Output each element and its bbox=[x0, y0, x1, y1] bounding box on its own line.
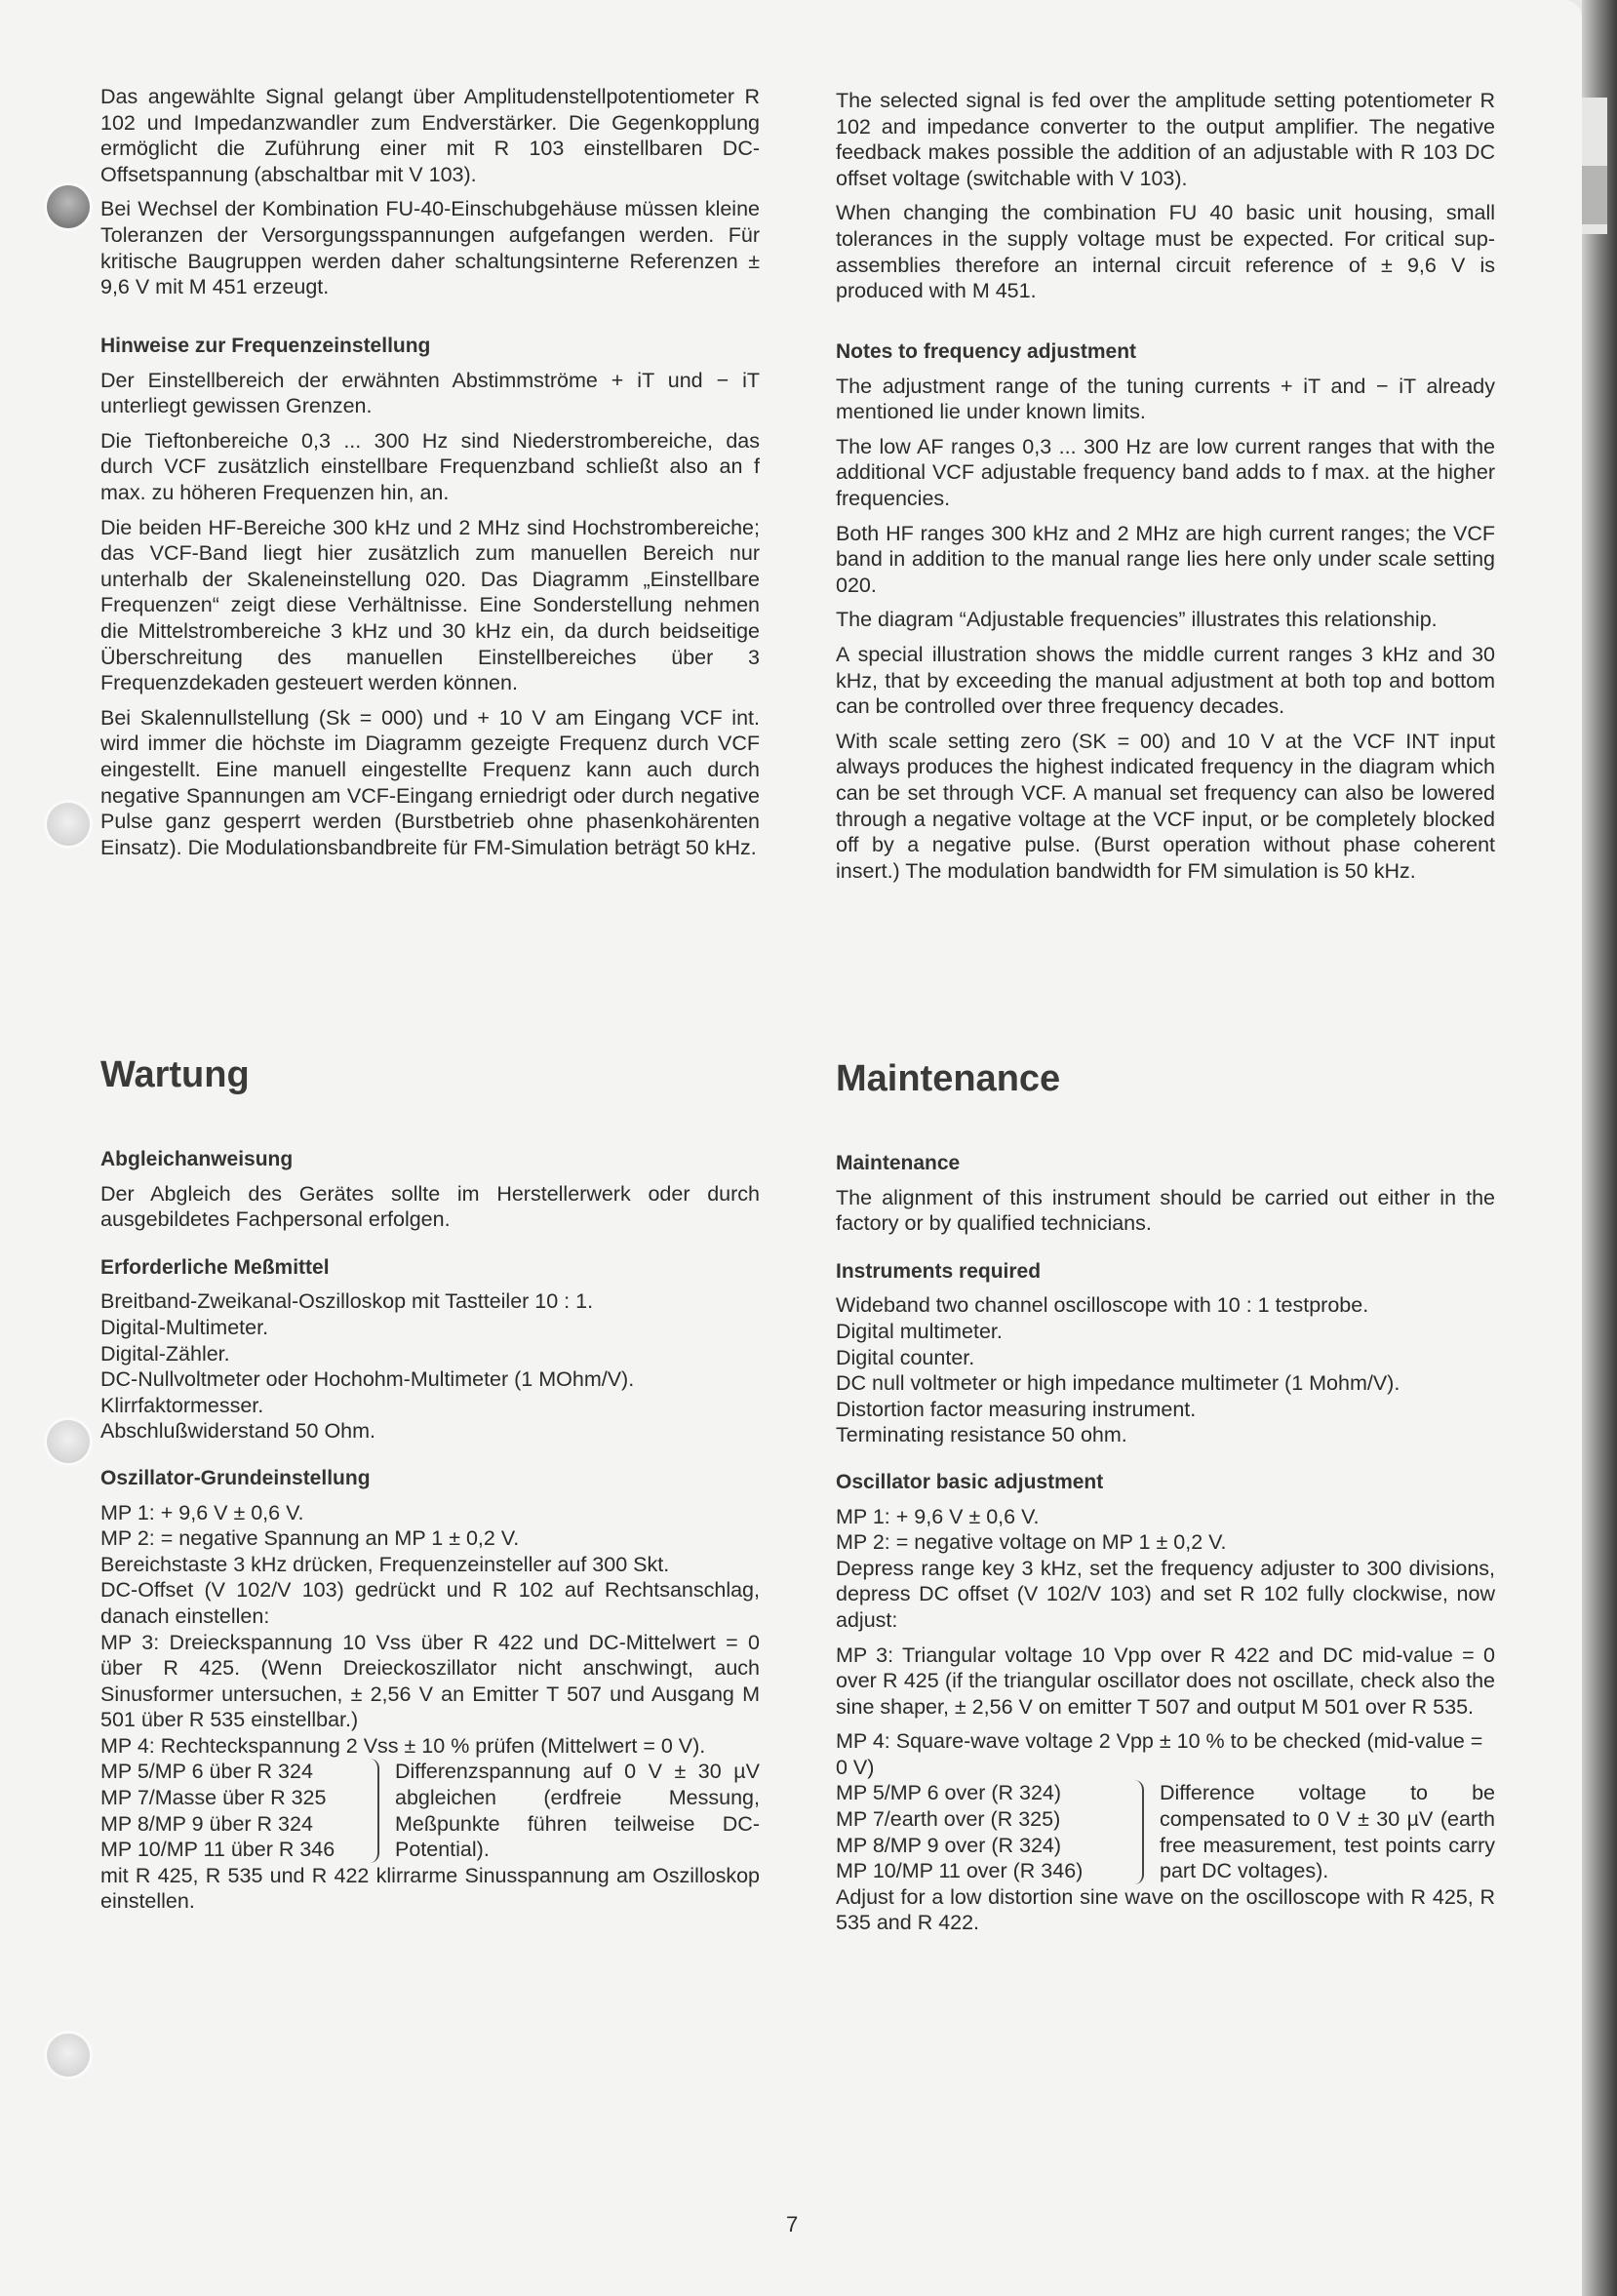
english-maintenance bbox=[836, 1057, 1495, 1945]
paragraph: The diagram “Adjustable frequencies” illustrates this relationship. bbox=[836, 608, 1438, 632]
list-item: Digital-Zähler. bbox=[100, 1341, 230, 1366]
list-item: Distortion factor measuring instrument. bbox=[836, 1397, 1197, 1421]
paragraph: Die beiden HF-Bereiche 300 kHz und 2 MHz sind Hochstrombereiche; das VCF-Band liegt hier zusätzlich zum manuellen Bereich nur unterhalb der Skaleneinstellung 020. Das Diagramm „Einstellbare Frequenzen“ zeigt diese Verhältnisse. Eine Sonderstellung nehmen die Mittelstrombereiche 3 kHz und 30 kHz ein, da durch beidseitige Überschreitung des manuellen Einstellbereiches über 3 Frequenzdekaden gesteuert werden können. bbox=[100, 515, 760, 695]
paragraph: The alignment of this instrument should be carried out either in the factory or by qualified technicians. bbox=[836, 1185, 1495, 1236]
list-item: Klirrfaktormesser. bbox=[100, 1393, 264, 1417]
punch-hole-icon bbox=[47, 2034, 90, 2077]
instrument-list bbox=[100, 1288, 760, 1445]
measurement-pair: MP 5/MP 6 über R 324 bbox=[100, 1760, 313, 1784]
step-line: MP 1: + 9,6 V ± 0,6 V. bbox=[100, 1500, 304, 1524]
step-line: MP 3: Triangular voltage 10 Vpp over R 422 and DC mid-value = 0 over R 425 (if the triangular oscillator does not oscillate, check also the sine shaper, ± 2,56 V on emitter T 507 and output M 501 over R 535. bbox=[836, 1643, 1495, 1719]
paragraph: The adjustment range of the tuning currents + iT and − iT already mentioned lie under known limits. bbox=[836, 374, 1495, 424]
step-line: Depress range key 3 kHz, set the frequency adjuster to 300 divisions, depress DC offset (V 102/V 103) and set R 102 fully clockwise, now adjust: bbox=[836, 1556, 1495, 1632]
page-section-title: Maintenance bbox=[836, 1058, 1061, 1099]
oscillator-steps bbox=[100, 1500, 760, 1916]
measurement-point-group bbox=[836, 1780, 1495, 1883]
list-item: Digital-Multimeter. bbox=[100, 1315, 269, 1339]
step-line: Bereichstaste 3 kHz drücken, Frequenzeinsteller auf 300 Skt. bbox=[100, 1552, 670, 1576]
german-intro bbox=[100, 84, 760, 309]
page-edge-shadow bbox=[1582, 0, 1617, 2296]
paragraph: Der Abgleich des Gerätes sollte im Herstellerwerk oder durch ausgebildetes Fachpersonal erfolgen. bbox=[100, 1181, 760, 1232]
list-item: Abschlußwiderstand 50 Ohm. bbox=[100, 1419, 376, 1444]
german-frequency-notes bbox=[100, 334, 760, 869]
paragraph: Both HF ranges 300 kHz and 2 MHz are high current ranges; the VCF band in addition to the manual range lies here only under scale setting 020. bbox=[836, 521, 1495, 597]
list-item: DC-Nullvoltmeter oder Hochohm-Multimeter (1 MOhm/V). bbox=[100, 1367, 635, 1392]
measurement-note: Differenzspannung auf 0 V ± 30 µV abgleichen (erdfreie Messung, Meßpunkte führen teilweise DC-Potential). bbox=[395, 1760, 760, 1862]
brace-icon bbox=[360, 1759, 379, 1862]
step-line: MP 4: Square-wave voltage 2 Vpp ± 10 % to be checked (mid-value = 0 V) bbox=[836, 1729, 1483, 1779]
paragraph: The selected signal is fed over the amplitude setting potentiometer R 102 and impedance converter to the output amplifier. The negative feedback makes possible the addition of an adjustable with R 103 DC offset voltage (switchable with V 103). bbox=[836, 89, 1495, 190]
step-line: MP 2: = negative voltage on MP 1 ± 0,2 V. bbox=[836, 1530, 1227, 1555]
list-item: Digital counter. bbox=[836, 1345, 975, 1369]
section-heading: Hinweise zur Frequenzeinstellung bbox=[100, 335, 431, 357]
paragraph: Bei Wechsel der Kombination FU-40-Einschubgehäuse müssen kleine Toleranzen der Versorgungsspannungen aufgefangen werden. Für kritische Baugruppen werden daher schaltungsinterne Referenzen ± 9,6 V mit M 451 erzeugt. bbox=[100, 197, 760, 299]
paragraph: Der Einstellbereich der erwähnten Abstimmströme + iT und − iT unterliegt gewissen Grenzen. bbox=[100, 368, 760, 418]
oscillator-steps bbox=[836, 1504, 1495, 1937]
list-item: DC null voltmeter or high impedance multimeter (1 Mohm/V). bbox=[836, 1371, 1400, 1396]
page-number: 7 bbox=[786, 2212, 799, 2237]
section-heading: Maintenance bbox=[836, 1152, 961, 1174]
punch-hole-icon bbox=[47, 803, 90, 846]
step-line: MP 2: = negative Spannung an MP 1 ± 0,2 V. bbox=[100, 1526, 520, 1551]
english-intro bbox=[836, 88, 1495, 313]
scan-edge-notch bbox=[1582, 166, 1607, 224]
punch-hole-icon bbox=[47, 1420, 90, 1463]
measurement-pair: MP 10/MP 11 über R 346 bbox=[100, 1838, 335, 1862]
paragraph: Das angewählte Signal gelangt über Amplitudenstellpotentiometer R 102 und Impedanzwandler zum Endverstärker. Die Gegenkopplung ermöglicht die Zuführung einer mit R 103 einstellbaren DC-Offsetspannung (abschaltbar mit V 103). bbox=[100, 85, 760, 186]
step-line: MP 1: + 9,6 V ± 0,6 V. bbox=[836, 1504, 1040, 1528]
step-line: MP 3: Dreieckspannung 10 Vss über R 422 und DC-Mittelwert = 0 über R 425. (Wenn Dreieckoszillator nicht anschwingt, auch Sinusformer untersuchen, ± 2,56 V an Emitter T 507 und Ausgang M 501 über R 535 einstellbar.) bbox=[100, 1630, 760, 1732]
step-line: MP 4: Rechteckspannung 2 Vss ± 10 % prüfen (Mittelwert = 0 V). bbox=[100, 1733, 706, 1758]
step-line: Adjust for a low distortion sine wave on the oscilloscope with R 425, R 535 and R 422. bbox=[836, 1884, 1495, 1935]
german-maintenance bbox=[100, 1053, 760, 1923]
instrument-list bbox=[836, 1292, 1495, 1448]
step-line: DC-Offset (V 102/V 103) gedrückt und R 102 auf Rechtsanschlag, danach einstellen: bbox=[100, 1578, 760, 1628]
list-item: Terminating resistance 50 ohm. bbox=[836, 1423, 1127, 1447]
section-heading: Abgleichanweisung bbox=[100, 1148, 294, 1170]
measurement-pair: MP 7/earth over (R 325) bbox=[836, 1807, 1061, 1832]
brace-icon bbox=[1124, 1780, 1144, 1883]
measurement-point-group bbox=[100, 1759, 760, 1862]
punch-hole-icon bbox=[47, 185, 90, 228]
section-heading: Erforderliche Meßmittel bbox=[100, 1255, 330, 1279]
paragraph: With scale setting zero (SK = 00) and 10 V at the VCF INT input always produces the highest indicated frequency in the diagram which can be set through VCF. A manual set frequency can also be lowered through a negative voltage at the VCF input, or be completely blocked off by a negative pulse. (Burst operation without phase coherent insert.) The modulation bandwidth for FM simulation is 50 kHz. bbox=[836, 729, 1495, 883]
section-heading: Oscillator basic adjustment bbox=[836, 1470, 1104, 1493]
section-heading: Instruments required bbox=[836, 1259, 1042, 1283]
step-line: mit R 425, R 535 und R 422 klirrarme Sinusspannung am Oszilloskop einstellen. bbox=[100, 1863, 760, 1914]
paragraph: Die Tieftonbereiche 0,3 ... 300 Hz sind Niederstrombereiche, das durch VCF zusätzlich einstellbare Frequenzband schließt also an f max. zu höheren Frequenzen hin, an. bbox=[100, 428, 760, 504]
paragraph: When changing the combination FU 40 basic unit housing, small tolerances in the supply voltage must be expected. For critical sup-assemblies therefore an internal circuit reference of ± 9,6 V is produced with M 451. bbox=[836, 201, 1495, 303]
section-heading: Oszillator-Grundeinstellung bbox=[100, 1466, 371, 1489]
page-section-title: Wartung bbox=[100, 1054, 250, 1095]
paragraph: A special illustration shows the middle current ranges 3 kHz and 30 kHz, that by exceeding the manual adjustment at both top and bottom can be controlled over three frequency decades. bbox=[836, 642, 1495, 719]
list-item: Breitband-Zweikanal-Oszilloskop mit Tastteiler 10 : 1. bbox=[100, 1289, 594, 1314]
paragraph: Bei Skalennullstellung (Sk = 000) und + 10 V am Eingang VCF int. wird immer die höchste im Diagramm gezeigte Frequenz durch VCF eingestellt. Eine manuell eingestellte Frequenz kann auch durch negative Spannungen am VCF-Eingang erniedrigt oder durch negative Pulse ganz gesperrt werden (Burstbetrieb ohne phasenkohärenten Einsatz). Die Modulationsbandbreite für FM-Simulation beträgt 50 kHz. bbox=[100, 705, 760, 859]
measurement-note: Difference voltage to be compensated to 0 V ± 30 µV (earth free measurement, test points carry part DC voltages). bbox=[1160, 1781, 1495, 1883]
english-frequency-notes bbox=[836, 339, 1495, 892]
measurement-pair: MP 7/Masse über R 325 bbox=[100, 1786, 327, 1810]
list-item: Digital multimeter. bbox=[836, 1319, 1003, 1343]
list-item: Wideband two channel oscilloscope with 10 : 1 testprobe. bbox=[836, 1293, 1369, 1318]
measurement-pair: MP 5/MP 6 over (R 324) bbox=[836, 1781, 1062, 1805]
measurement-pair: MP 10/MP 11 over (R 346) bbox=[836, 1859, 1084, 1883]
measurement-pair: MP 8/MP 9 über R 324 bbox=[100, 1811, 313, 1836]
measurement-pair: MP 8/MP 9 over (R 324) bbox=[836, 1833, 1062, 1857]
section-heading: Notes to frequency adjustment bbox=[836, 340, 1137, 363]
paragraph: The low AF ranges 0,3 ... 300 Hz are low current ranges that with the additional VCF adjustable frequency band adds to f max. at the higher frequencies. bbox=[836, 434, 1495, 510]
